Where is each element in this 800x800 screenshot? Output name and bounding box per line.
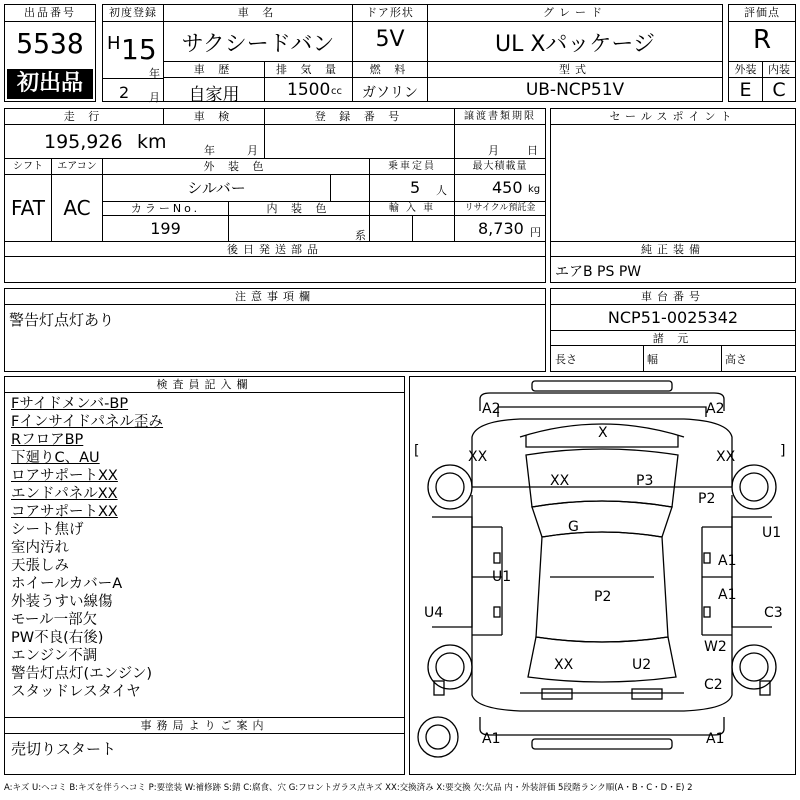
score: R bbox=[752, 25, 772, 55]
dimensions-label: 諸 元 bbox=[551, 330, 795, 346]
inspector-line: PW不良(右後) bbox=[11, 630, 104, 646]
first-registration-cell bbox=[102, 4, 164, 102]
interior-color-unit: 系 bbox=[355, 229, 366, 242]
interior-color-label: 内 装 色 bbox=[229, 202, 370, 216]
sales-point-label: セールスポイント bbox=[551, 109, 795, 125]
max-load-unit: kg bbox=[528, 184, 541, 195]
displacement-cell bbox=[264, 61, 353, 102]
color-number: 199 bbox=[103, 216, 229, 241]
office-cell bbox=[4, 717, 405, 775]
car-name: サクシードバン bbox=[181, 32, 335, 57]
lot-number-label: 出品番号 bbox=[5, 5, 95, 22]
displacement-label: 排 気 量 bbox=[265, 62, 352, 78]
first-registration-label: 初度登録 bbox=[103, 5, 163, 22]
mileage: 195,926 bbox=[44, 131, 123, 153]
max-load-label: 最大積載量 bbox=[455, 159, 545, 175]
exterior-color-sub bbox=[330, 175, 370, 202]
damage-right-rear: W2 bbox=[704, 639, 727, 655]
chassis-number: NCP51-0025342 bbox=[607, 308, 739, 327]
ac-label: エアコン bbox=[52, 159, 103, 175]
interior-grade: C bbox=[772, 79, 786, 101]
mileage-unit: km bbox=[137, 131, 167, 153]
first-registration-month: 2 bbox=[119, 83, 130, 102]
inspector-line: モール一部欠 bbox=[11, 612, 98, 628]
damage-rear-left: XX bbox=[554, 657, 574, 673]
damage-floor: P2 bbox=[594, 589, 612, 605]
transfer-docs-label: 譲渡書類期限 bbox=[455, 109, 545, 125]
damage-front-left: A2 bbox=[482, 401, 501, 417]
car-name-cell bbox=[163, 4, 353, 62]
capacity-label: 乗車定員 bbox=[370, 159, 455, 175]
capacity: 5 bbox=[410, 178, 421, 197]
door-cell bbox=[352, 4, 428, 62]
genuine-equipment-label: 純正装備 bbox=[551, 242, 795, 257]
inspection-year-unit: 年 bbox=[204, 144, 215, 157]
first-registration-era: H bbox=[107, 33, 121, 54]
damage-right-rear-corner: C2 bbox=[704, 677, 723, 693]
shift: FAT bbox=[5, 175, 52, 241]
inspection-label: 車 検 bbox=[164, 109, 265, 125]
fuel: ガソリン bbox=[362, 85, 418, 101]
fuel-cell bbox=[352, 61, 428, 102]
inspector-line: ホイールカバーA bbox=[11, 576, 123, 592]
damage-engine-right: P3 bbox=[636, 473, 654, 489]
interior-color-cell bbox=[229, 216, 370, 241]
notes-label: 注意事項欄 bbox=[5, 289, 545, 305]
later-parts-label: 後日発送部品 bbox=[5, 242, 545, 257]
exterior-color: シルバー bbox=[187, 179, 246, 197]
damage-front-right: A2 bbox=[706, 401, 725, 417]
inspector-line: ロアサポートXX bbox=[11, 468, 118, 484]
dims-divider-1 bbox=[643, 346, 644, 372]
door-label: ドア形状 bbox=[353, 5, 427, 22]
inspector-line: スタッドレスタイヤ bbox=[11, 684, 141, 700]
lot-number: 5538 bbox=[16, 27, 84, 60]
height-label: 高さ bbox=[725, 353, 747, 366]
model-label: 型式 bbox=[428, 62, 722, 78]
displacement-unit: cc bbox=[331, 86, 342, 97]
inspector-line: エンドパネルXX bbox=[11, 486, 118, 502]
exterior-grade: E bbox=[739, 79, 752, 101]
door-type: 5V bbox=[375, 27, 405, 52]
genuine-equipment-cell bbox=[550, 241, 796, 283]
inspector-label: 検査員記入欄 bbox=[5, 377, 404, 393]
car-name-label: 車 名 bbox=[164, 5, 352, 22]
damage-right-rear-door: A1 bbox=[718, 587, 737, 603]
inspector-line: RフロアBP bbox=[11, 432, 84, 448]
interior-grade-cell bbox=[762, 61, 796, 102]
transfer-day-unit: 日 bbox=[527, 144, 538, 157]
inspection-month-unit: 月 bbox=[247, 144, 258, 157]
inspection-divider bbox=[164, 125, 265, 158]
damage-left-side: U4 bbox=[424, 605, 444, 621]
damage-right-front-door: A1 bbox=[718, 553, 737, 569]
import-sub bbox=[412, 216, 413, 241]
office-note: 売切りスタート bbox=[11, 740, 117, 758]
first-listing-badge: 初出品 bbox=[7, 69, 93, 99]
exterior-grade-cell bbox=[728, 61, 763, 102]
damage-bracket-close: ] bbox=[780, 443, 786, 459]
history-cell bbox=[163, 61, 265, 105]
damage-right-side-c3: C3 bbox=[764, 605, 783, 621]
inspector-line: 天張しみ bbox=[11, 558, 69, 574]
damage-right-wheel-front: XX bbox=[716, 449, 736, 465]
inspector-line: エンジン不調 bbox=[11, 648, 98, 664]
inspector-line: 室内汚れ bbox=[11, 540, 69, 556]
registration-number-cell bbox=[265, 125, 455, 158]
damage-rear-bumper-right: A1 bbox=[706, 731, 725, 747]
recycle-fee-unit: 円 bbox=[530, 226, 541, 239]
inspector-line: コアサポートXX bbox=[11, 504, 118, 520]
chassis-label: 車台番号 bbox=[551, 289, 795, 305]
exterior-grade-label: 外装 bbox=[729, 62, 762, 78]
inspector-notes bbox=[11, 395, 401, 701]
exterior-color-label: 外 装 色 bbox=[103, 159, 370, 175]
recycle-label: リサイクル預託金 bbox=[455, 202, 545, 216]
genuine-equipment: エアB PS PW bbox=[555, 264, 642, 280]
sales-point-cell bbox=[550, 108, 796, 242]
damage-right-fender: P2 bbox=[698, 491, 716, 507]
displacement: 1500 bbox=[287, 80, 331, 100]
damage-hood: X bbox=[598, 425, 608, 441]
legend: A:キズ U:ヘコミ B:キズを伴うヘコミ P:要塗装 W:補修跡 S:錆 C:腐食、穴 G:フロントガラス点キズ XX:交換済み X:要交換 欠:欠品 内・外装評価 5段階ランク順(A・B・C・D・E) 2 bbox=[4, 783, 693, 793]
month-unit: 月 bbox=[149, 91, 160, 104]
history-label: 車 歴 bbox=[164, 62, 264, 78]
ac: AC bbox=[52, 175, 103, 241]
first-registration-year: 15 bbox=[121, 33, 157, 66]
interior-grade-label: 内装 bbox=[763, 62, 795, 78]
lot-number-cell bbox=[4, 4, 96, 102]
damage-rear-bumper-left: A1 bbox=[482, 731, 501, 747]
inspector-line: Fサイドメンバ-BP bbox=[11, 396, 129, 412]
damage-engine-left: XX bbox=[550, 473, 570, 489]
registration-number-label: 登 録 番 号 bbox=[265, 109, 455, 125]
fuel-label: 燃 料 bbox=[353, 62, 427, 78]
capacity-unit: 人 bbox=[436, 184, 447, 197]
damage-rear-right: U2 bbox=[632, 657, 652, 673]
notes: 警告灯点灯あり bbox=[9, 311, 115, 329]
chassis-cell bbox=[550, 288, 796, 372]
length-label: 長さ bbox=[555, 353, 577, 366]
shift-label: シフト bbox=[5, 159, 52, 175]
later-parts-cell bbox=[4, 241, 546, 283]
damage-map bbox=[409, 376, 796, 775]
model-cell bbox=[427, 61, 723, 102]
inspector-line: 下廻りC、AU bbox=[11, 450, 100, 466]
damage-left-wheel-front: XX bbox=[468, 449, 488, 465]
grade-cell bbox=[427, 4, 723, 62]
inspector-line: 警告灯点灯(エンジン) bbox=[11, 666, 153, 682]
model: UB-NCP51V bbox=[525, 80, 625, 100]
history: 自家用 bbox=[188, 85, 240, 105]
office-label: 事務局よりご案内 bbox=[5, 718, 404, 734]
width-label: 幅 bbox=[647, 353, 658, 366]
damage-right-side-u1: U1 bbox=[762, 525, 782, 541]
year-unit: 年 bbox=[149, 67, 160, 80]
damage-left-center: U1 bbox=[492, 569, 512, 585]
import-label: 輸 入 車 bbox=[370, 202, 455, 216]
capacity-divider bbox=[370, 175, 455, 202]
inspector-line: Fインサイドパネル歪み bbox=[11, 414, 164, 430]
damage-bracket-open: [ bbox=[414, 443, 420, 459]
inspector-line: シート焦げ bbox=[11, 522, 84, 538]
notes-cell bbox=[4, 288, 546, 372]
score-label: 評価点 bbox=[729, 5, 795, 22]
dims-divider-2 bbox=[721, 346, 722, 372]
inspector-cell bbox=[4, 376, 405, 718]
score-cell bbox=[728, 4, 796, 62]
mileage-label: 走 行 bbox=[5, 109, 164, 125]
inspector-line: 外装うすい線傷 bbox=[11, 594, 113, 610]
recycle-fee: 8,730 bbox=[478, 219, 524, 238]
color-number-label: カラーNo. bbox=[103, 202, 229, 216]
grade: UL Xパッケージ bbox=[495, 32, 655, 57]
transfer-month-unit: 月 bbox=[488, 144, 499, 157]
damage-roof: G bbox=[568, 519, 579, 535]
month-divider bbox=[103, 78, 163, 79]
grade-label: グレード bbox=[428, 5, 722, 22]
max-load: 450 bbox=[492, 178, 523, 197]
